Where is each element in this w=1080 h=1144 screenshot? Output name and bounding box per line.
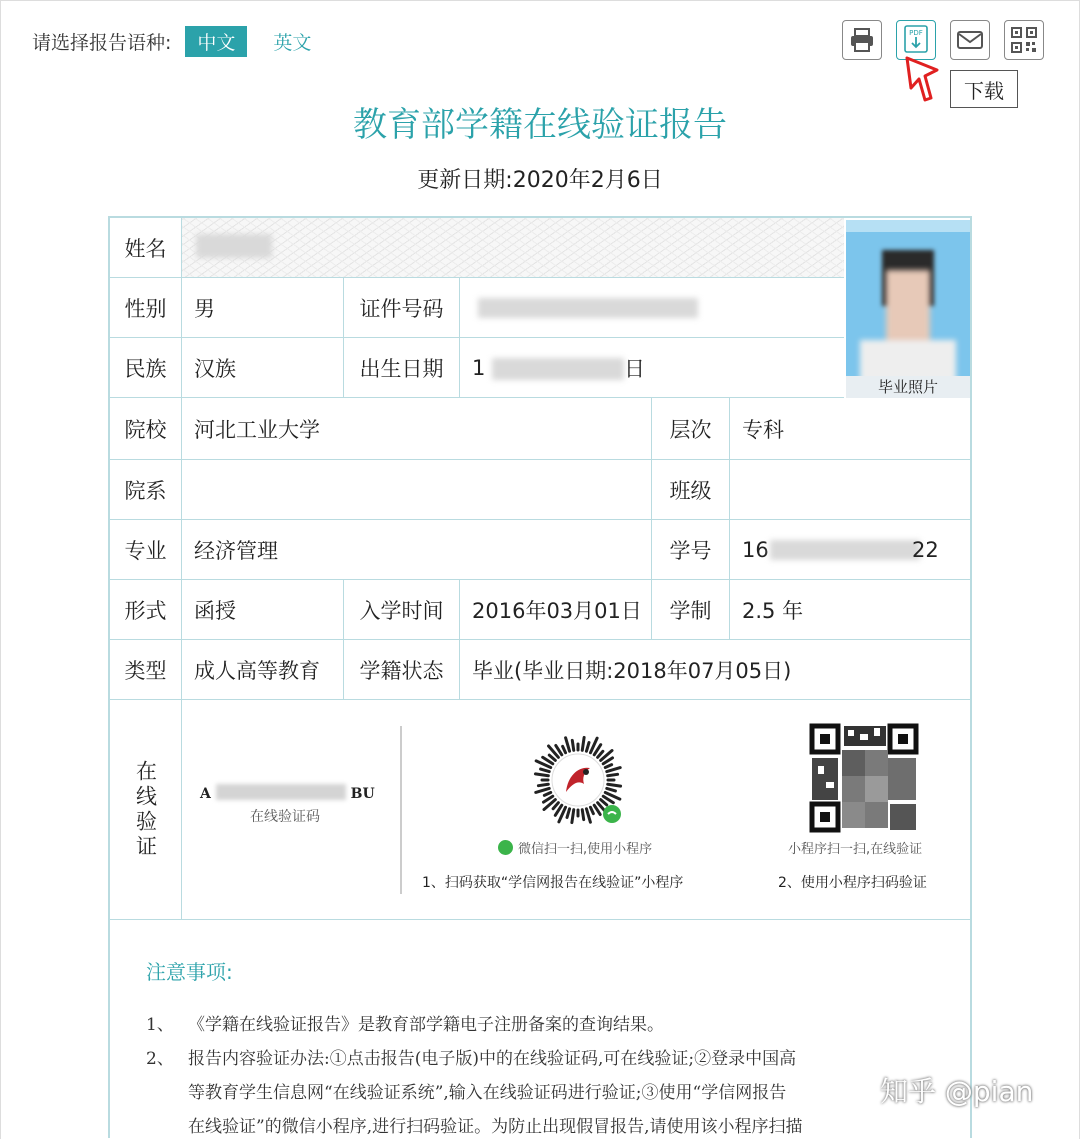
birth-date-suffix: 日 [624, 356, 645, 381]
download-tooltip: 下载 [950, 70, 1018, 108]
verification-code-prefix: A [200, 786, 211, 802]
label-level: 层次 [652, 398, 730, 460]
code-ray [582, 737, 584, 750]
label-id-number: 证件号码 [344, 278, 460, 338]
value-study-form: 函授 [182, 580, 344, 640]
code-ray [608, 774, 618, 775]
value-enroll-time: 2016年03月01日 [460, 580, 652, 640]
code-ray [608, 784, 621, 786]
print-button[interactable] [842, 20, 882, 60]
pdf-download-icon [903, 25, 929, 55]
student-id-suffix: 22 [912, 537, 939, 562]
language-prompt: 请选择报告语种: [32, 32, 172, 54]
code-ray [563, 746, 566, 752]
graduation-photo [846, 220, 970, 398]
code-ray [544, 792, 550, 795]
label-status: 学籍状态 [344, 640, 460, 700]
label-class: 班级 [652, 460, 730, 520]
label-online-verify [110, 700, 182, 920]
mini-program-code-icon[interactable] [528, 730, 628, 830]
label-student-id: 学号 [652, 520, 730, 580]
notice-line: 报告内容验证办法:①点击报告(电子版)中的在线验证码,可在线验证;②登录中国高 [188, 1049, 797, 1069]
value-department [182, 460, 652, 520]
value-gender: 男 [182, 278, 344, 338]
code-ray [566, 738, 570, 751]
report-table [108, 216, 972, 1138]
verification-code[interactable] [200, 784, 375, 802]
redacted-name [196, 234, 272, 258]
update-date-value: 2020年2月6日 [512, 168, 663, 193]
verification-step-2: 2、使用小程序扫码验证 [778, 875, 927, 891]
code-ray [586, 809, 590, 822]
redacted-verification-code [216, 784, 346, 800]
code-ray [541, 769, 550, 772]
pdf-badge-text: PDF [909, 29, 923, 37]
code-ray [535, 774, 548, 776]
verification-area [182, 700, 970, 920]
code-ray [601, 800, 607, 805]
code-ray [605, 765, 611, 768]
online-verify-text: 在线验证 [133, 759, 158, 860]
redacted-id-number [478, 298, 698, 318]
notice-item-1-text [188, 1008, 958, 1042]
label-birth-date: 出生日期 [344, 338, 460, 398]
code-ray [572, 810, 574, 823]
photo-top-band [846, 220, 970, 232]
update-date-line [0, 163, 1080, 194]
code-ray [582, 810, 583, 820]
label-school: 院校 [110, 398, 182, 460]
value-major: 经济管理 [182, 520, 652, 580]
label-ethnicity: 民族 [110, 338, 182, 398]
value-name [182, 218, 844, 278]
notice-item-2-text [188, 1042, 958, 1144]
redacted-student-id [770, 540, 920, 560]
verification-code-caption: 在线验证码 [250, 809, 320, 825]
notice-line: 《学籍在线验证报告》是教育部学籍电子注册备案的查询结果。 [188, 1015, 664, 1035]
label-department: 院系 [110, 460, 182, 520]
value-school: 河北工业大学 [182, 398, 652, 460]
photo-face [886, 270, 930, 350]
language-option-chinese[interactable]: 中文 [185, 26, 247, 57]
value-id-number [460, 278, 844, 338]
code-ray [549, 755, 555, 760]
code-ray [607, 788, 616, 791]
student-id-prefix: 16 [742, 537, 769, 562]
code-ray [590, 807, 593, 813]
label-major: 专业 [110, 520, 182, 580]
notice-title: 注意事项: [146, 960, 233, 984]
value-ethnicity: 汉族 [182, 338, 344, 398]
code-ray [607, 768, 620, 772]
language-option-english[interactable]: 英文 [273, 32, 312, 54]
qr-caption: 小程序扫一扫,在线验证 [788, 842, 923, 857]
code-ray [553, 803, 558, 809]
code-ray [538, 784, 548, 785]
code-ray [598, 751, 603, 757]
label-gender: 性别 [110, 278, 182, 338]
miniprogram-caption [498, 838, 652, 857]
qr-code-button[interactable] [1004, 20, 1044, 60]
notice-line: 等教育学生信息网“在线验证系统”,输入在线验证码进行验证;③使用“学信网报告 [188, 1083, 787, 1103]
mail-icon [957, 30, 983, 50]
label-duration: 学制 [652, 580, 730, 640]
code-ray [586, 743, 589, 752]
printer-icon [849, 28, 875, 52]
label-name: 姓名 [110, 218, 182, 278]
code-ray [572, 740, 573, 750]
miniprogram-caption-text: 微信扫一扫,使用小程序 [518, 842, 653, 857]
notice-item-2-number: 2、 [146, 1049, 174, 1069]
watermark: 知乎 @pian [880, 1075, 1034, 1108]
code-ray [567, 809, 570, 818]
value-class [730, 460, 970, 520]
value-birth-date [460, 338, 844, 398]
report-title: 教育部学籍在线验证报告 [353, 105, 727, 145]
verification-step-1: 1、扫码获取“学信网报告在线验证”小程序 [422, 875, 684, 891]
label-study-form: 形式 [110, 580, 182, 640]
qr-code-image[interactable] [808, 722, 920, 834]
label-enroll-time: 入学时间 [344, 580, 460, 640]
wechat-icon [498, 840, 513, 855]
update-date-label: 更新日期: [417, 168, 513, 193]
value-status: 毕业(毕业日期:2018年07月05日) [460, 640, 970, 700]
birth-date-prefix: 1 [472, 355, 486, 380]
email-button[interactable] [950, 20, 990, 60]
label-type: 类型 [110, 640, 182, 700]
verification-divider [400, 726, 402, 894]
notice-item-1-number: 1、 [146, 1015, 174, 1035]
redacted-birth-date [492, 358, 624, 380]
value-level: 专科 [730, 398, 970, 460]
value-duration: 2.5 年 [730, 580, 970, 640]
language-selector [32, 26, 323, 57]
photo-label: 毕业照片 [846, 376, 970, 398]
value-type: 成人高等教育 [182, 640, 344, 700]
value-student-id [730, 520, 970, 580]
notice-line: 在线验证”的微信小程序,进行扫码验证。为防止出现假冒报告,请使用该小程序扫描 [188, 1117, 803, 1137]
qr-code-icon [1011, 27, 1037, 53]
verification-code-suffix: BU [350, 786, 375, 802]
code-ray [536, 788, 549, 792]
